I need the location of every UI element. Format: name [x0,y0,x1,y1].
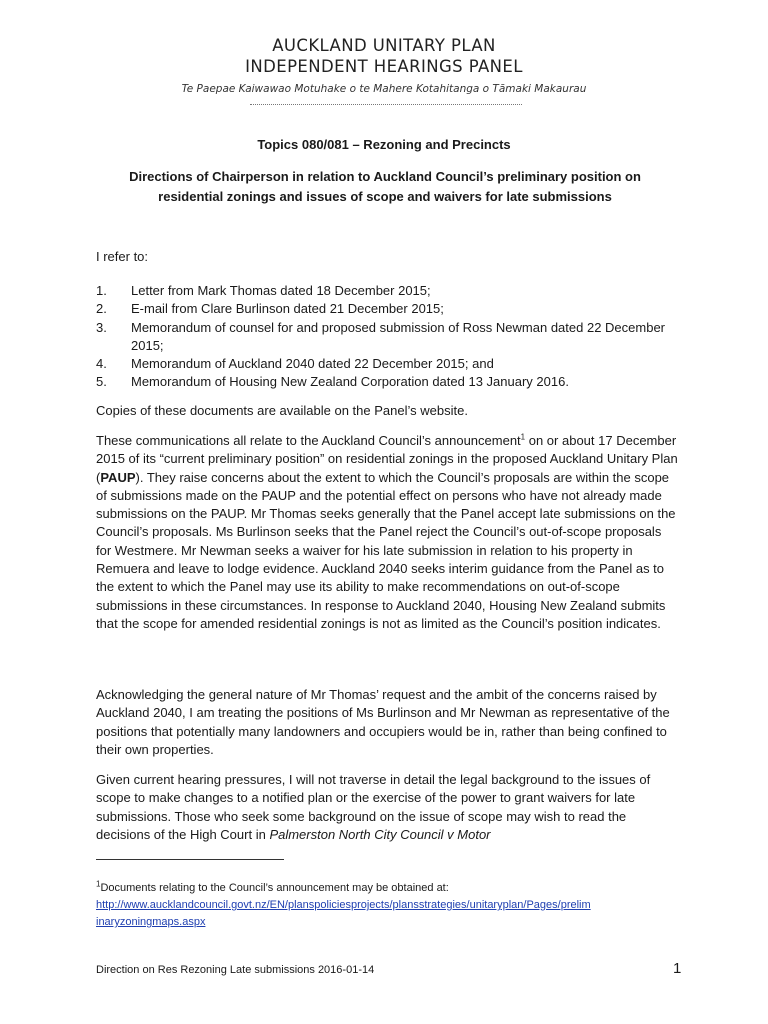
footer-document-name: Direction on Res Rezoning Late submissions 2016-01-14 [96,964,375,976]
reference-list [96,282,686,392]
list-item-text: Memorandum of Auckland 2040 dated 22 December 2015; and [131,356,494,372]
list-item-number: 5. [96,374,107,390]
footnote-link[interactable] [96,897,686,914]
page-number: 1 [673,960,682,977]
given-text: Given current hearing pressures, I will not traverse in detail the legal background to the issues of scope to make changes to a notified plan or the exercise of the power to grant waivers for late submissions. Those who seek some background on the issue of scope may wish to read the decisions of the High Court in [96,772,651,842]
list-item-text: Letter from Mark Thomas dated 18 December 2015; [131,283,431,298]
header-subtitle-maori: Te Paepae Kaiwawao Motuhake o te Mahere Kotahitanga o Tāmaki Makaurau [181,83,587,95]
list-item-text: Memorandum of counsel for and proposed submission of Ross Newman dated 22 December 2015; [131,319,665,353]
footnote-link-line1[interactable]: http://www.aucklandcouncil.govt.nz/EN/planspoliciesprojects/plansstrategies/unitaryplan/Pages/prelim [96,899,591,911]
list-item-number: 1. [96,283,107,298]
list-item-number: 4. [96,356,107,372]
footnote [96,880,686,931]
list-item [96,373,686,391]
list-item [96,319,686,356]
footnote-ref: 1 [520,432,526,442]
paragraph-communications [96,432,680,633]
header-divider [250,104,522,105]
comms-text-3: ). They raise concerns about the extent to which the Council’s proposals are within the scope of submissions made on the PAUP and the potential effect on persons who have not already made submissions on the PAUP. Mr Thomas seeks generally that the Panel accept late submissions on the Council’s proposals. Ms Burlinson seeks that the Panel reject the Council’s out-of-scope proposals for Westmere. Mr Newman seeks a waiver for his late submission in relation to his property in Remuera and leave to lodge evidence. Auckland 2040 seeks interim guidance from the Panel as to the extent to which the Panel may use its ability to make recommendations on out-of-scope submissions in these circumstances. In response to Auckland 2040, Housing New Zealand submits that the scope for amended residential zonings is not as limited as the Council’s position indicates. [96,469,676,631]
list-item-number: 3. [96,319,107,335]
list-item [96,282,686,300]
refer-intro: I refer to: [96,249,149,264]
case-citation: Palmerston North City Council v Motor [269,826,491,842]
directions-title: Directions of Chairperson in relation to Auckland Council’s preliminary position on residential zonings and issues of scope and waivers for late submissions [129,169,641,204]
list-item [96,300,686,318]
footnote-text: Documents relating to the Council’s announcement may be obtained at: [100,882,449,894]
list-item-number: 2. [96,301,107,317]
list-item-text: Memorandum of Housing New Zealand Corporation dated 13 January 2016. [131,374,569,390]
header-title-line2: INDEPENDENT HEARINGS PANEL [245,57,523,76]
list-item [96,355,686,373]
comms-text-2: on or about 17 December 2015 of its “current preliminary position” on residential zonings in the proposed Auckland Unitary Plan ( [96,433,678,485]
header-title-line1: AUCKLAND UNITARY PLAN [272,36,496,55]
topic-heading: Topics 080/081 – Rezoning and Precincts [257,137,511,152]
footnote-link-line2[interactable]: inaryzoningmaps.aspx [96,916,206,928]
paragraph-acknowledging: Acknowledging the general nature of Mr Thomas’ request and the ambit of the concerns raised by Auckland 2040, I am treating the positions of Ms Burlinson and Mr Newman as representative of the positions that potentially many landowners and occupiers would be in, rather than being confined to their own properties. [96,687,670,757]
paragraph-given [96,771,680,844]
footnote-divider [96,859,284,860]
footnote-number: 1 [96,879,101,889]
paragraph-copies: Copies of these documents are available on the Panel’s website. [96,403,468,418]
paup-abbrev: PAUP [100,469,136,485]
footnote-text-line [96,880,686,897]
footnote-link-cont[interactable] [96,914,686,931]
list-item-text: E-mail from Clare Burlinson dated 21 December 2015; [131,301,444,317]
comms-text-1: These communications all relate to the Auckland Council’s announcement [96,433,521,448]
